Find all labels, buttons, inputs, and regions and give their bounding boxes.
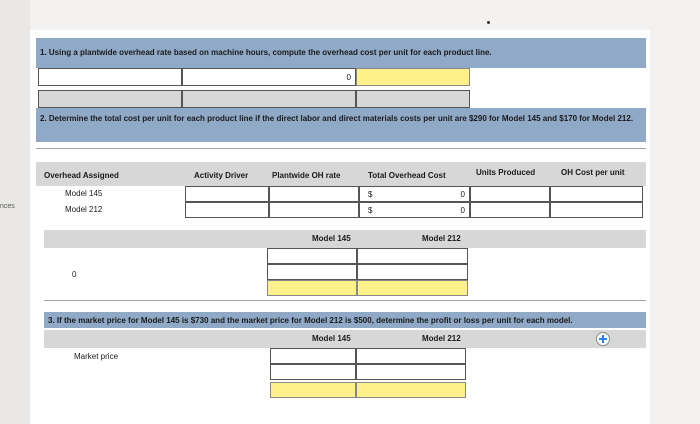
q1-row2-mid xyxy=(182,90,356,108)
spreadsheet xyxy=(30,30,650,424)
plantwide-rate-212[interactable] xyxy=(269,202,359,218)
q2-left-value: 0 xyxy=(72,270,77,279)
row-label-model-212: Model 212 xyxy=(65,205,103,214)
total-cost-212[interactable] xyxy=(357,280,468,296)
total-overhead-145[interactable] xyxy=(359,186,470,202)
col-activity-driver: Activity Driver xyxy=(194,171,249,180)
dl-dm-212[interactable] xyxy=(357,248,468,264)
q2-column-headers xyxy=(36,162,646,186)
currency-212: $ xyxy=(368,206,373,215)
q2-header xyxy=(36,108,646,142)
overhead-145[interactable] xyxy=(267,264,357,280)
row-label-model-145: Model 145 xyxy=(65,189,103,198)
total-overhead-212[interactable] xyxy=(359,202,470,218)
currency-145: $ xyxy=(368,190,373,199)
q3-col-model-145: Model 145 xyxy=(312,334,351,343)
q3-col-model-212: Model 212 xyxy=(422,334,461,343)
q3-question: 3. If the market price for Model 145 is $730 and the market price for Model 212 is $500, determine the profit or loss per unit for each model. xyxy=(48,316,573,325)
left-window-edge xyxy=(0,0,30,424)
profit-loss-212[interactable] xyxy=(356,382,466,398)
col-units-produced: Units Produced xyxy=(476,168,536,177)
activity-driver-212[interactable] xyxy=(185,202,269,218)
market-price-145[interactable] xyxy=(270,348,356,364)
q1-input-mid[interactable] xyxy=(182,68,356,86)
q3-column-headers xyxy=(44,330,646,348)
q1-input-left[interactable] xyxy=(38,68,182,86)
units-produced-145[interactable] xyxy=(470,186,550,202)
total-header-model-212: Model 212 xyxy=(422,234,461,243)
profit-loss-145[interactable] xyxy=(270,382,356,398)
total-cost-header xyxy=(44,230,646,248)
add-row-icon[interactable] xyxy=(596,332,610,346)
col-total-overhead: Total Overhead Cost xyxy=(368,171,446,180)
q3-header xyxy=(44,312,646,328)
divider-2 xyxy=(44,300,646,301)
total-header-model-145: Model 145 xyxy=(312,234,351,243)
oh-cost-per-unit-145[interactable] xyxy=(550,186,643,202)
q2-question: 2. Determine the total cost per unit for each product line if the direct labor and direct materials costs per unit are $290 for Model 145 and $170 for Model 212. xyxy=(40,114,634,123)
oh-cost-per-unit-212[interactable] xyxy=(550,202,643,218)
dl-dm-145[interactable] xyxy=(267,248,357,264)
col-overhead-assigned: Overhead Assigned xyxy=(44,171,119,180)
total-cost-145[interactable] xyxy=(267,280,357,296)
q1-question: 1. Using a plantwide overhead rate based on machine hours, compute the overhead cost per unit for each product line. xyxy=(40,48,492,57)
market-price-label: Market price xyxy=(74,352,119,361)
q1-header xyxy=(36,38,646,68)
activity-driver-145[interactable] xyxy=(185,186,269,202)
total-cost-per-unit-145[interactable] xyxy=(270,364,356,380)
q1-value: 0 xyxy=(346,73,351,82)
market-price-212[interactable] xyxy=(356,348,466,364)
units-produced-212[interactable] xyxy=(470,202,550,218)
q1-row2-right xyxy=(356,90,470,108)
col-oh-cost-per-unit: OH Cost per unit xyxy=(561,168,625,177)
cursor-dot xyxy=(487,21,490,24)
divider xyxy=(36,148,646,149)
plantwide-rate-145[interactable] xyxy=(269,186,359,202)
overhead-212[interactable] xyxy=(357,264,468,280)
edge-label: nces xyxy=(0,203,15,210)
total-value-145: 0 xyxy=(460,190,465,199)
total-cost-per-unit-212[interactable] xyxy=(356,364,466,380)
q1-row2-left xyxy=(38,90,182,108)
col-plantwide-rate: Plantwide OH rate xyxy=(272,171,341,180)
q1-answer-cell[interactable] xyxy=(356,68,470,86)
total-value-212: 0 xyxy=(460,206,465,215)
